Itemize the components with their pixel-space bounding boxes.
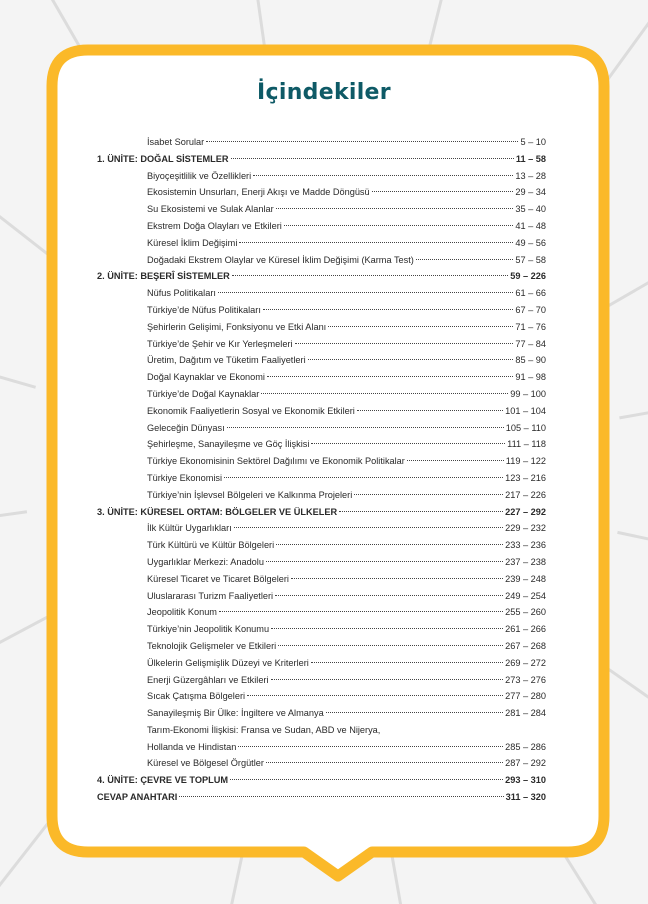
dot-leader [354, 493, 503, 495]
toc-entry-row[interactable] [97, 403, 546, 420]
toc-entry-title: Enerji Güzergâhları ve Etkileri [147, 674, 269, 685]
toc-entry-title: Su Ekosistemi ve Sulak Alanlar [147, 204, 274, 215]
toc-entry-title: Türkiye’nin İşlevsel Bölgeleri ve Kalkınma Projeleri [147, 489, 353, 500]
dot-leader [276, 543, 503, 545]
toc-page-range: 285 – 286 [505, 741, 546, 752]
toc-entry-row[interactable] [97, 285, 546, 302]
dot-leader [311, 661, 503, 663]
toc-entry-row[interactable] [97, 604, 546, 621]
dot-leader [339, 510, 503, 512]
toc-entry-row[interactable] [97, 252, 546, 269]
toc-entry-title: Ekonomik Faaliyetlerin Sosyal ve Ekonomik Etkileri [147, 405, 355, 416]
toc-page-range: 239 – 248 [505, 573, 546, 584]
toc-entry-title: Teknolojik Gelişmeler ve Etkileri [147, 640, 277, 651]
dot-leader [206, 140, 518, 142]
table-of-contents [97, 134, 546, 806]
toc-page-range: 85 – 90 [515, 355, 546, 366]
toc-entry-title: Türkiye Ekonomisinin Sektörel Dağılımı ve Ekonomik Politikalar [147, 456, 405, 467]
toc-page-range: 5 – 10 [520, 137, 546, 147]
dot-leader [328, 325, 513, 327]
toc-page-range: 71 – 76 [515, 321, 546, 332]
dot-leader [231, 157, 514, 159]
toc-page-range: 227 – 292 [505, 506, 546, 517]
toc-entry-title: Türkiye’de Şehir ve Kır Yerleşmeleri [147, 338, 293, 349]
toc-entry-title: Doğadaki Ekstrem Olaylar ve Küresel İklim Değişimi (Karma Test) [147, 254, 414, 265]
toc-entry-title: Ekstrem Doğa Olayları ve Etkileri [147, 220, 282, 231]
toc-entry-row[interactable] [97, 168, 546, 185]
toc-page-range: 67 – 70 [515, 304, 546, 315]
toc-entry-title: İsabet Sorular [147, 137, 205, 147]
toc-entry-title: Türk Kültürü ve Kültür Bölgeleri [147, 540, 275, 551]
dot-leader [407, 459, 504, 461]
toc-entry-title: Nüfus Politikaları [147, 288, 216, 299]
dot-leader [276, 207, 514, 209]
toc-page-range: 287 – 292 [505, 758, 546, 769]
toc-unit-row[interactable] [97, 151, 546, 168]
toc-entry-row[interactable] [97, 201, 546, 218]
toc-entry-title: Uygarlıklar Merkezi: Anadolu [147, 556, 264, 567]
toc-entry-row[interactable] [97, 554, 546, 571]
toc-entry-row[interactable] [97, 571, 546, 588]
toc-entry-title: Tarım-Ekonomi İlişkisi: Fransa ve Sudan, ABD ve Nijerya, [147, 724, 381, 735]
dot-leader [227, 426, 504, 428]
toc-page-range: 229 – 232 [505, 523, 546, 534]
toc-entry-row[interactable] [97, 235, 546, 252]
dot-leader [239, 241, 513, 243]
toc-page-range: 281 – 284 [505, 708, 546, 719]
toc-entry-title: Doğal Kaynaklar ve Ekonomi [147, 372, 265, 383]
toc-entry-title: Jeopolitik Konum [147, 607, 217, 618]
toc-entry-title: Küresel ve Bölgesel Örgütler [147, 758, 264, 769]
toc-entry-title: Sıcak Çatışma Bölgeleri [147, 691, 246, 702]
toc-entry-row[interactable] [97, 588, 546, 605]
toc-entry-row[interactable] [97, 453, 546, 470]
dot-leader [261, 392, 508, 394]
dot-leader [247, 694, 503, 696]
toc-unit-row[interactable] [97, 268, 546, 285]
toc-page-range: 111 – 118 [507, 439, 546, 450]
dot-leader [267, 375, 513, 377]
toc-entry-row[interactable] [97, 134, 546, 151]
toc-page-range: 13 – 28 [515, 170, 546, 181]
toc-page-range: 59 – 226 [510, 271, 546, 282]
toc-entry-title: Üretim, Dağıtım ve Tüketim Faaliyetleri [147, 355, 306, 366]
toc-entry-row[interactable] [97, 520, 546, 537]
dot-leader [218, 291, 513, 293]
dot-leader [224, 476, 503, 478]
toc-page-range: 57 – 58 [515, 254, 546, 265]
toc-entry-title: Hollanda ve Hindistan [147, 741, 237, 752]
toc-entry-row[interactable] [97, 755, 546, 772]
toc-entry-row[interactable] [97, 688, 546, 705]
toc-entry-row[interactable] [97, 386, 546, 403]
dot-leader [295, 342, 514, 344]
toc-page-range: 49 – 56 [515, 237, 546, 248]
toc-page-range: 267 – 268 [505, 640, 546, 651]
toc-entry-row[interactable] [97, 722, 546, 756]
toc-page-range: 233 – 236 [505, 540, 546, 551]
toc-entry-title: Geleceğin Dünyası [147, 422, 225, 433]
toc-entry-title: Biyoçeşitlilik ve Özellikleri [147, 170, 252, 181]
dot-leader [311, 442, 505, 444]
toc-entry-title: CEVAP ANAHTARI [97, 792, 178, 803]
toc-page-range: 91 – 98 [515, 372, 546, 383]
toc-page-range: 217 – 226 [505, 489, 546, 500]
toc-entry-title: Ekosistemin Unsurları, Enerji Akışı ve Madde Döngüsü [147, 187, 370, 198]
toc-entry-row[interactable] [97, 302, 546, 319]
toc-entry-title: Sanayileşmiş Bir Ülke: İngiltere ve Almanya [147, 708, 324, 719]
dot-leader [232, 274, 509, 276]
toc-page-range: 123 – 216 [505, 472, 546, 483]
dot-leader [266, 560, 503, 562]
toc-entry-title: Şehirleşme, Sanayileşme ve Göç İlişkisi [147, 439, 310, 450]
dot-leader [253, 174, 513, 176]
toc-entry-title: Uluslararası Turizm Faaliyetleri [147, 590, 274, 601]
toc-page-range: 77 – 84 [515, 338, 546, 349]
toc-entry-title: 1. ÜNİTE: DOĞAL SİSTEMLER [97, 153, 229, 164]
dot-leader [416, 258, 513, 260]
toc-entry-title: 2. ÜNİTE: BEŞERÎ SİSTEMLER [97, 271, 230, 282]
toc-entry-title: Küresel İklim Değişimi [147, 237, 238, 248]
toc-page-range: 293 – 310 [505, 775, 546, 786]
toc-entry-row[interactable] [97, 705, 546, 722]
toc-entry-title: 3. ÜNİTE: KÜRESEL ORTAM: BÖLGELER VE ÜLKELER [97, 506, 338, 517]
toc-page-range: 119 – 122 [505, 456, 546, 467]
toc-entry-row[interactable] [97, 436, 546, 453]
dot-leader [372, 190, 514, 192]
toc-entry-row[interactable] [97, 487, 546, 504]
page-title: İçindekiler [257, 80, 391, 105]
toc-page-range: 277 – 280 [505, 691, 546, 702]
toc-entry-title: Ülkelerin Gelişmişlik Düzeyi ve Kriterleri [147, 657, 309, 668]
dot-leader [263, 308, 513, 310]
dot-leader [275, 594, 503, 596]
toc-page-range: 29 – 34 [515, 187, 546, 198]
toc-entry-row[interactable] [97, 369, 546, 386]
dot-leader [308, 358, 514, 360]
toc-entry-title: Türkiye’de Nüfus Politikaları [147, 304, 261, 315]
toc-page-range: 99 – 100 [510, 388, 546, 399]
toc-entry-row[interactable] [97, 218, 546, 235]
toc-entry-title: Türkiye Ekonomisi [147, 472, 223, 483]
toc-unit-row[interactable] [97, 789, 546, 806]
toc-page-range: 269 – 272 [505, 657, 546, 668]
dot-leader [234, 526, 503, 528]
toc-entry-row[interactable] [97, 655, 546, 672]
toc-page-range: 261 – 266 [505, 624, 546, 635]
dot-leader [266, 761, 503, 763]
toc-entry-row[interactable] [97, 184, 546, 201]
toc-entry-row[interactable] [97, 420, 546, 437]
toc-entry-row[interactable] [97, 638, 546, 655]
toc-entry-row[interactable] [97, 319, 546, 336]
toc-entry-title: Türkiye’de Doğal Kaynaklar [147, 388, 260, 399]
toc-page-range: 249 – 254 [505, 590, 546, 601]
dot-leader [179, 795, 503, 797]
toc-page-range: 101 – 104 [505, 405, 546, 416]
toc-page-range: 255 – 260 [505, 607, 546, 618]
toc-entry-row[interactable] [97, 336, 546, 353]
dot-leader [230, 778, 503, 780]
toc-page-range: 11 – 58 [515, 153, 546, 164]
toc-page-range: 35 – 40 [515, 204, 546, 215]
toc-entry-row[interactable] [97, 470, 546, 487]
toc-entry-title: 4. ÜNİTE: ÇEVRE VE TOPLUM [97, 775, 229, 786]
toc-unit-row[interactable] [97, 772, 546, 789]
dot-leader [271, 678, 504, 680]
dot-leader [326, 711, 503, 713]
toc-entry-row[interactable] [97, 621, 546, 638]
toc-page-range: 311 – 320 [505, 792, 546, 803]
toc-page-range: 41 – 48 [515, 220, 546, 231]
toc-unit-row[interactable] [97, 504, 546, 521]
toc-entry-title: İlk Kültür Uygarlıkları [147, 523, 232, 534]
dot-leader [357, 409, 503, 411]
dot-leader [238, 745, 503, 747]
toc-entry-title: Türkiye’nin Jeopolitik Konumu [147, 624, 270, 635]
toc-entry-row[interactable] [97, 672, 546, 689]
toc-entry-title: Şehirlerin Gelişimi, Fonksiyonu ve Etki Alanı [147, 321, 327, 332]
dot-leader [284, 224, 514, 226]
toc-entry-title: Küresel Ticaret ve Ticaret Bölgeleri [147, 573, 289, 584]
toc-entry-row[interactable] [97, 352, 546, 369]
dot-leader [291, 577, 503, 579]
toc-page-range: 61 – 66 [515, 288, 546, 299]
dot-leader [219, 610, 503, 612]
toc-entry-row[interactable] [97, 537, 546, 554]
toc-page-range: 273 – 276 [505, 674, 546, 685]
toc-page-range: 237 – 238 [505, 556, 546, 567]
toc-page-range: 105 – 110 [505, 422, 546, 433]
dot-leader [278, 644, 503, 646]
dot-leader [271, 627, 503, 629]
